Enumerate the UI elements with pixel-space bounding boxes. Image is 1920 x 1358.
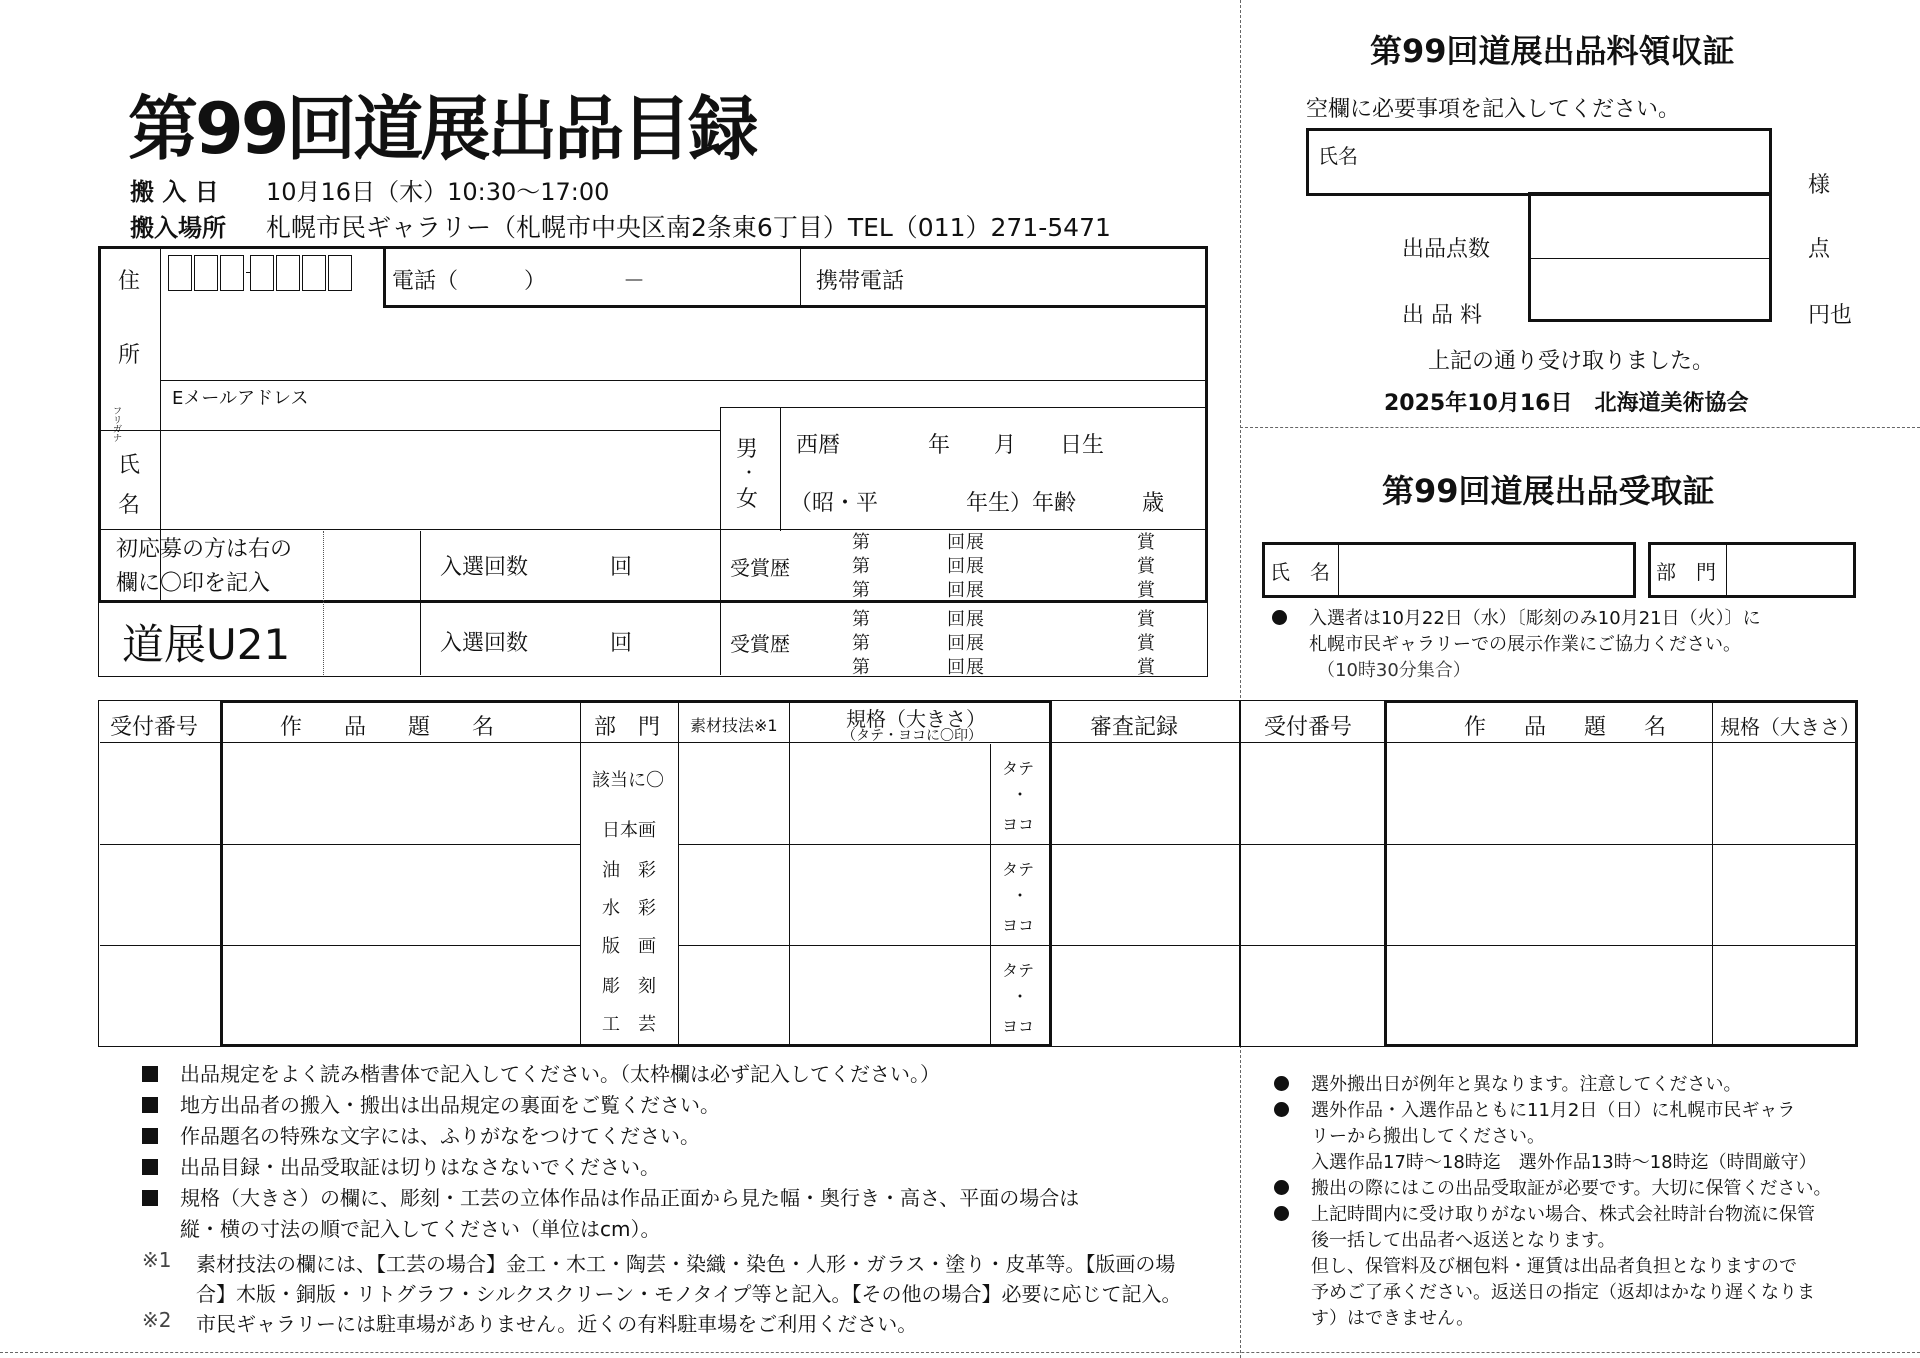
first-time-line2: 欄に〇印を記入	[116, 571, 271, 596]
note-right-5: 搬出の際にはこの出品受取証が必要です。大切に保管ください。	[1274, 1174, 1832, 1200]
department-print[interactable]: 版 画	[602, 936, 656, 957]
circle-bullet-icon	[1274, 1076, 1289, 1091]
works-row-divider-1	[100, 844, 580, 845]
circle-bullet-icon	[1272, 610, 1287, 625]
award-row-2: 第 回展 賞	[852, 556, 1156, 577]
acceptance-header-reception-no: 受付番号	[1264, 715, 1353, 740]
u21-label: 道展U21	[122, 620, 291, 669]
square-bullet-icon	[142, 1097, 158, 1113]
row3-yoko[interactable]: ヨコ	[1002, 1017, 1035, 1036]
award-row-3: 第 回展 賞	[852, 580, 1156, 601]
footnote-2-mark: ※2	[142, 1308, 172, 1332]
note-right-3: リーから搬出してください。	[1311, 1126, 1545, 1147]
square-bullet-icon	[142, 1128, 158, 1144]
header-review: 審査記録	[1090, 715, 1179, 740]
department-craft[interactable]: 工 芸	[602, 1014, 656, 1035]
department-nihonga[interactable]: 日本画	[602, 820, 656, 841]
circle-bullet-icon	[1274, 1206, 1289, 1221]
footnote-1-mark: ※1	[142, 1248, 172, 1272]
circle-bullet-icon	[1274, 1180, 1289, 1195]
cut-line-bottom	[0, 1352, 1920, 1353]
row2-tate[interactable]: タテ	[1002, 860, 1035, 879]
u21-award-label: 受賞歴	[730, 632, 790, 656]
receipt-fee-label: 出 品 料	[1402, 303, 1482, 328]
receipt-issuer: 2025年10月16日 北海道美術協会	[1384, 391, 1749, 416]
delivery-date-value: 10月16日（木）10:30〜17:00	[266, 178, 610, 206]
receipt-instruction: 空欄に必要事項を記入してください。	[1306, 97, 1681, 122]
postal-code-boxes[interactable]	[168, 255, 354, 295]
acceptance-dept-label: 部 門	[1656, 560, 1716, 584]
receipt-count-fee-box[interactable]	[1528, 192, 1772, 322]
receipt-sama: 様	[1808, 173, 1831, 198]
header-material: 素材技法※1	[690, 716, 778, 735]
note-left-3: 作品題名の特殊な文字には、ふりがなをつけてください。	[142, 1120, 700, 1149]
note-right-4: 入選作品17時〜18時迄 選外作品13時〜18時迄（時間厳守）	[1311, 1152, 1817, 1173]
circle-bullet-icon	[1274, 1102, 1289, 1117]
furigana-label: フリガナ	[113, 407, 123, 444]
department-sculpture[interactable]: 彫 刻	[602, 976, 656, 997]
sex-dot: ・	[741, 463, 758, 482]
footnote-2-line1: 市民ギャラリーには駐車場がありません。近くの有料駐車場をご利用ください。	[196, 1312, 918, 1336]
acceptance-notice-3: （10時30分集合）	[1317, 660, 1471, 681]
acceptance-header-size: 規格（大きさ）	[1720, 715, 1860, 739]
sex-female[interactable]: 女	[736, 487, 759, 512]
address-label-1: 住	[118, 269, 141, 294]
address-label-2: 所	[118, 343, 141, 368]
u21-award-row-2: 第 回展 賞	[852, 633, 1156, 654]
name-label-1: 氏	[118, 453, 141, 478]
note-left-2: 地方出品者の搬入・搬出は出品規定の裏面をご覧ください。	[142, 1089, 720, 1118]
acceptance-table-frame	[1240, 700, 1858, 1047]
row3-tate[interactable]: タテ	[1002, 961, 1035, 980]
mobile-label: 携帯電話	[816, 269, 905, 294]
works-row-divider-2	[100, 945, 580, 946]
receipt-fee-unit: 円也	[1808, 303, 1853, 328]
cut-line-vertical	[1240, 0, 1241, 1358]
note-left-1: 出品規定をよく読み楷書体で記入してください。（太枠欄は必ず記入してください。）	[142, 1058, 940, 1087]
delivery-place-value: 札幌市民ギャラリー（札幌市中央区南2条東6丁目）TEL（011）271-5471	[266, 213, 1111, 242]
delivery-place-label: 搬入場所	[130, 214, 226, 242]
delivery-date-label: 搬 入 日	[130, 178, 219, 206]
row1-tate[interactable]: タテ	[1002, 759, 1035, 778]
row1-dot: ・	[1012, 785, 1029, 804]
u21-count-label: 入選回数	[440, 631, 529, 656]
note-left-4: 出品目録・出品受取証は切りはなさないでください。	[142, 1151, 660, 1180]
note-left-6: 縦・横の寸法の順で記入してください（単位はcm）。	[180, 1217, 661, 1241]
note-right-2: 選外作品・入選作品ともに11月2日（日）に札幌市民ギャラ	[1274, 1096, 1795, 1122]
square-bullet-icon	[142, 1159, 158, 1175]
cut-line-right-middle	[1240, 427, 1920, 428]
page-title: 第99回道展出品目録	[128, 88, 756, 170]
u21-count-unit: 回	[610, 631, 633, 656]
birth-date-line: 西暦 年 月 日生	[796, 433, 1105, 458]
sex-male[interactable]: 男	[736, 437, 759, 462]
award-row-1: 第 回展 賞	[852, 532, 1156, 553]
acceptance-notice-2: 札幌市民ギャラリーでの展示作業にご協力ください。	[1309, 634, 1741, 655]
header-size-sub: （タテ・ヨコに〇印）	[842, 728, 982, 744]
note-right-6: 上記時間内に受け取りがない場合、株式会社時計台物流に保管	[1274, 1200, 1815, 1226]
receipt-count-unit: 点	[1808, 237, 1831, 262]
receipt-count-label: 出品点数	[1402, 237, 1491, 262]
acceptance-header-title: 作 品 題 名	[1464, 715, 1675, 740]
u21-award-row-3: 第 回展 賞	[852, 657, 1156, 678]
square-bullet-icon	[142, 1066, 158, 1082]
receipt-name-box[interactable]	[1306, 128, 1772, 196]
header-work-title: 作 品 題 名	[280, 715, 505, 740]
selection-count-label: 入選回数	[440, 555, 529, 580]
department-watercolor[interactable]: 水 彩	[602, 898, 656, 919]
department-hint: 該当に〇	[592, 770, 664, 791]
row2-dot: ・	[1012, 886, 1029, 905]
row1-yoko[interactable]: ヨコ	[1002, 815, 1035, 834]
name-label-2: 名	[118, 493, 141, 518]
header-department: 部 門	[594, 715, 661, 740]
receipt-received: 上記の通り受け取りました。	[1428, 349, 1715, 374]
acceptance-name-label: 氏 名	[1270, 560, 1330, 584]
note-left-5: 規格（大きさ）の欄に、彫刻・工芸の立体作品は作品正面から見た幅・奥行き・高さ、平面の場合は	[142, 1182, 1079, 1211]
email-label: Eメールアドレス	[172, 388, 309, 409]
birth-era-age-line: （昭・平 年生）年齢 歳	[790, 491, 1165, 516]
row3-dot: ・	[1012, 987, 1029, 1006]
note-right-8: 但し、保管料及び梱包料・運賃は出品者負担となりますので	[1311, 1256, 1797, 1277]
first-time-line1: 初応募の方は右の	[116, 537, 293, 562]
note-right-10: す）はできません。	[1311, 1308, 1475, 1329]
square-bullet-icon	[142, 1190, 158, 1206]
acceptance-notice-1: 入選者は10月22日（水）〔彫刻のみ10月21日（火）〕に	[1272, 604, 1761, 630]
selection-count-unit: 回	[610, 555, 633, 580]
note-right-7: 後一括して出品者へ返送となります。	[1311, 1230, 1616, 1251]
department-oil[interactable]: 油 彩	[602, 860, 656, 881]
award-history-label: 受賞歴	[730, 556, 790, 580]
note-right-1: 選外搬出日が例年と異なります。注意してください。	[1274, 1070, 1742, 1096]
footnote-1-line2: 合】木版・銅版・リトグラフ・シルクスクリーン・モノタイプ等と記入。【その他の場合】必要に応じて記入。	[196, 1282, 1182, 1306]
footnote-1-line1: 素材技法の欄には、【工芸の場合】金工・木工・陶芸・染織・染色・人形・ガラス・塗り・皮革等。【版画の場	[196, 1252, 1176, 1276]
row2-yoko[interactable]: ヨコ	[1002, 916, 1035, 935]
header-reception-no: 受付番号	[110, 715, 199, 740]
header-size: 規格（大きさ）	[846, 707, 986, 731]
phone-label: 電話（ ） －	[392, 269, 646, 294]
note-right-9: 予めご了承ください。返送日の指定（返却はかなり遅くなりま	[1311, 1282, 1815, 1303]
u21-award-row-1: 第 回展 賞	[852, 609, 1156, 630]
receipt-name-label: 氏名	[1318, 144, 1358, 168]
acceptance-title: 第99回道展出品受取証	[1382, 472, 1715, 510]
receipt-title: 第99回道展出品料領収証	[1370, 32, 1735, 70]
